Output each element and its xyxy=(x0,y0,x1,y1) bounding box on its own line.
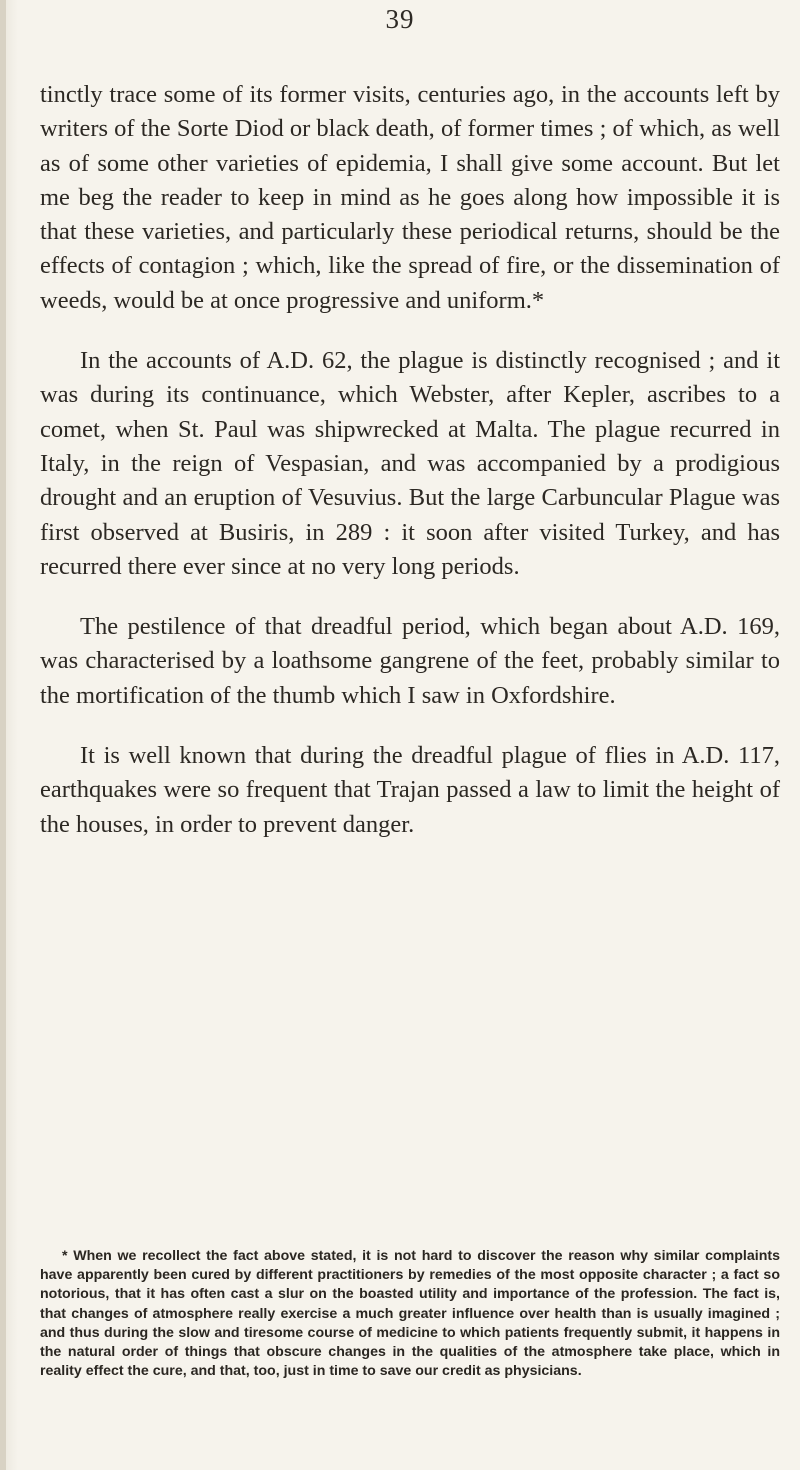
footnote: * When we recollect the fact above stated, it is not hard to discover the reason why similar complaints have apparently been cured by different practitioners by remedies of the most opposite character ; a fact so notorious, that it has often cast a slur on the boasted utility and importance of the profession. The fact is, that changes of atmosphere really exercise a much greater influence over health than is usually imagined ; and thus during the slow and tiresome course of medicine to which patients frequently submit, it happens in the natural order of things that obscure changes in the qualities of the atmosphere take place, which in reality effect the cure, and that, too, just in time to save our credit as physicians. xyxy=(40,1248,780,1380)
body-text xyxy=(40,78,780,842)
paragraph-gap xyxy=(40,713,780,739)
paragraph-continuation: tinctly trace some of its former visits, centuries ago, in the accounts left by writers of the Sorte Diod or black death, of former times ; of which, as well as of some other varieties of epidemia, I shall give some account. But let me beg the reader to keep in mind as he goes along how impossible it is that these varieties, and particularly these periodical returns, should be the effects of contagion ; which, like the spread of fire, or the dissemination of weeds, would be at once progressive and uniform.* xyxy=(40,81,780,314)
paragraph-gap xyxy=(40,584,780,610)
page-number: 39 xyxy=(385,4,415,34)
paragraph-plague-of-flies: It is well known that during the dreadful plague of flies in A.D. 117, earthquakes were so frequent that Trajan passed a law to limit the height of the houses, in order to prevent danger. xyxy=(40,742,780,838)
paragraph-gap xyxy=(40,318,780,344)
page-spine-edge xyxy=(0,0,6,1470)
paragraph-pestilence-ad-169: The pestilence of that dreadful period, which began about A.D. 169, was characterised by a loathsome gangrene of the feet, probably similar to the mortification of the thumb which I saw in Oxfordshire. xyxy=(40,613,780,709)
paragraph-plague-ad-62: In the accounts of A.D. 62, the plague is distinctly recognised ; and it was during its continuance, which Webster, after Kepler, ascribes to a comet, when St. Paul was shipwrecked at Malta. The plague recurred in Italy, in the reign of Vespasian, and was accompanied by a prodigious drought and an eruption of Vesuvius. But the large Carbuncular Plague was first observed at Busiris, in 289 : it soon after visited Turkey, and has recurred there ever since at no very long periods. xyxy=(40,347,780,580)
